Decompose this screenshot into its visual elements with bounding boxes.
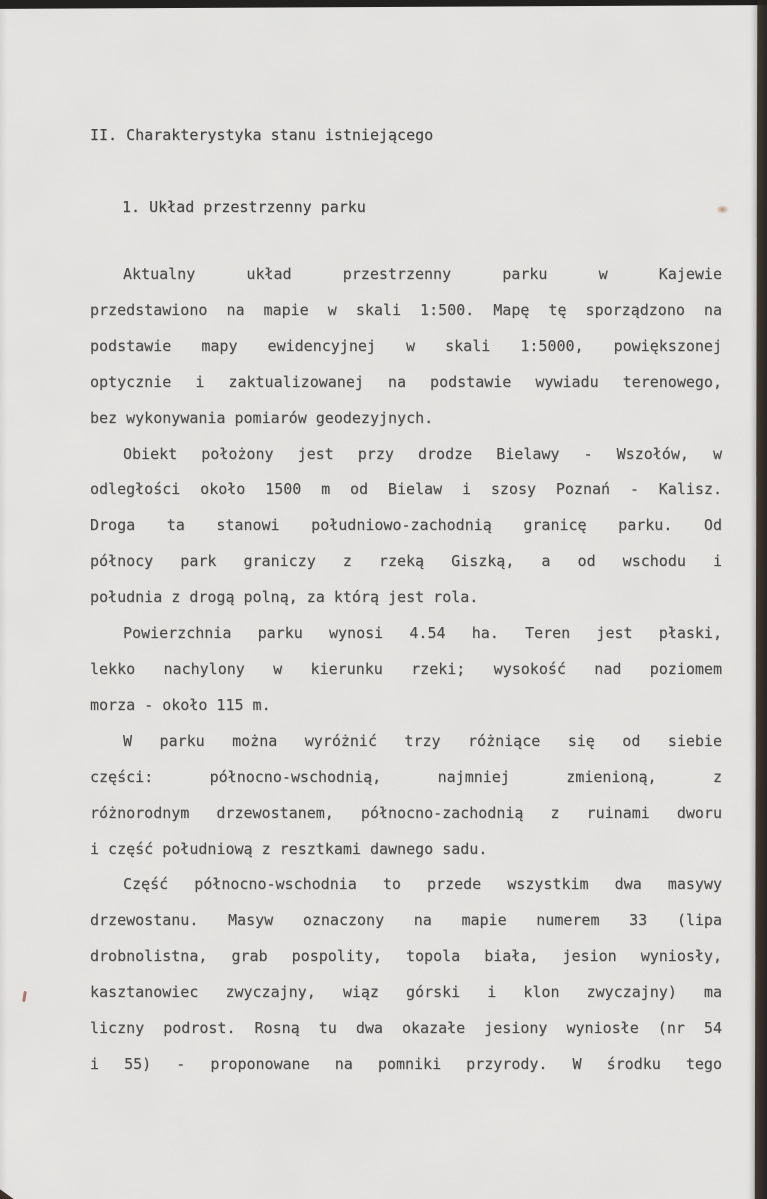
scan-edge-top <box>0 0 767 9</box>
text-line: podstawie mapy ewidencyjnej w skali 1:5000, powiększonej <box>90 336 722 355</box>
text-line: W parku można wyróżnić trzy różniące się od siebie <box>123 731 722 750</box>
paragraph <box>90 257 722 437</box>
text-line: kasztanowiec zwyczajny, wiąz górski i klon zwyczajny) ma <box>90 983 722 1002</box>
ink-speck-red <box>22 991 27 1002</box>
text-line: bez wykonywania pomiarów geodezyjnych. <box>90 408 434 427</box>
subsection-heading: 1. Układ przestrzenny parku <box>122 198 366 216</box>
text-line: Powierzchnia parku wynosi 4.54 ha. Teren jest płaski, <box>123 624 722 643</box>
section-heading: II. Charakterystyka stanu istniejącego <box>90 126 434 144</box>
text-line: Obiekt położony jest przy drodze Bielawy - Wszołów, w <box>123 444 722 463</box>
text-line: części: północno-wschodnią, najmniej zmienioną, z <box>90 767 722 786</box>
text-line: i część południową z resztkami dawnego sadu. <box>90 839 488 858</box>
document-body <box>90 257 722 1083</box>
paragraph <box>90 724 722 868</box>
scan-edge-right <box>755 0 767 1199</box>
text-line: morza - około 115 m. <box>90 695 271 714</box>
text-line: przedstawiono na mapie w skali 1:500. Mapę tę sporządzono na <box>90 300 722 319</box>
text-line: Droga ta stanowi południowo-zachodnią granicę parku. Od <box>90 516 722 535</box>
text-line: optycznie i zaktualizowanej na podstawie wywiadu terenowego, <box>90 372 722 391</box>
text-line: północy park graniczy z rzeką Giszką, a od wschodu i <box>90 552 722 571</box>
text-line: liczny podrost. Rosną tu dwa okazałe jesiony wyniosłe (nr 54 <box>90 1019 722 1038</box>
text-line: i 55) - proponowane na pomniki przyrody. W środku tego <box>90 1054 722 1073</box>
text-line: różnorodnym drzewostanem, północno-zachodnią z ruinami dworu <box>90 803 722 822</box>
text-line: drzewostanu. Masyw oznaczony na mapie numerem 33 (lipa <box>90 911 722 930</box>
text-line: Aktualny układ przestrzenny parku w Kajewie <box>123 265 722 283</box>
text-line: lekko nachylony w kierunku rzeki; wysokość nad poziomem <box>90 659 722 678</box>
paragraph <box>90 867 722 1082</box>
text-line: Część północno-wschodnia to przede wszystkim dwa masywy <box>123 875 722 894</box>
paragraph <box>90 437 722 617</box>
text-line: drobnolistna, grab pospolity, topola biała, jesion wyniosły, <box>90 947 722 966</box>
text-line: odległości około 1500 m od Bielaw i szosy Poznań - Kalisz. <box>90 480 722 499</box>
page-left-shading <box>0 0 7 1199</box>
paragraph <box>90 616 722 724</box>
text-line: południa z drogą polną, za którą jest rola. <box>90 588 479 607</box>
